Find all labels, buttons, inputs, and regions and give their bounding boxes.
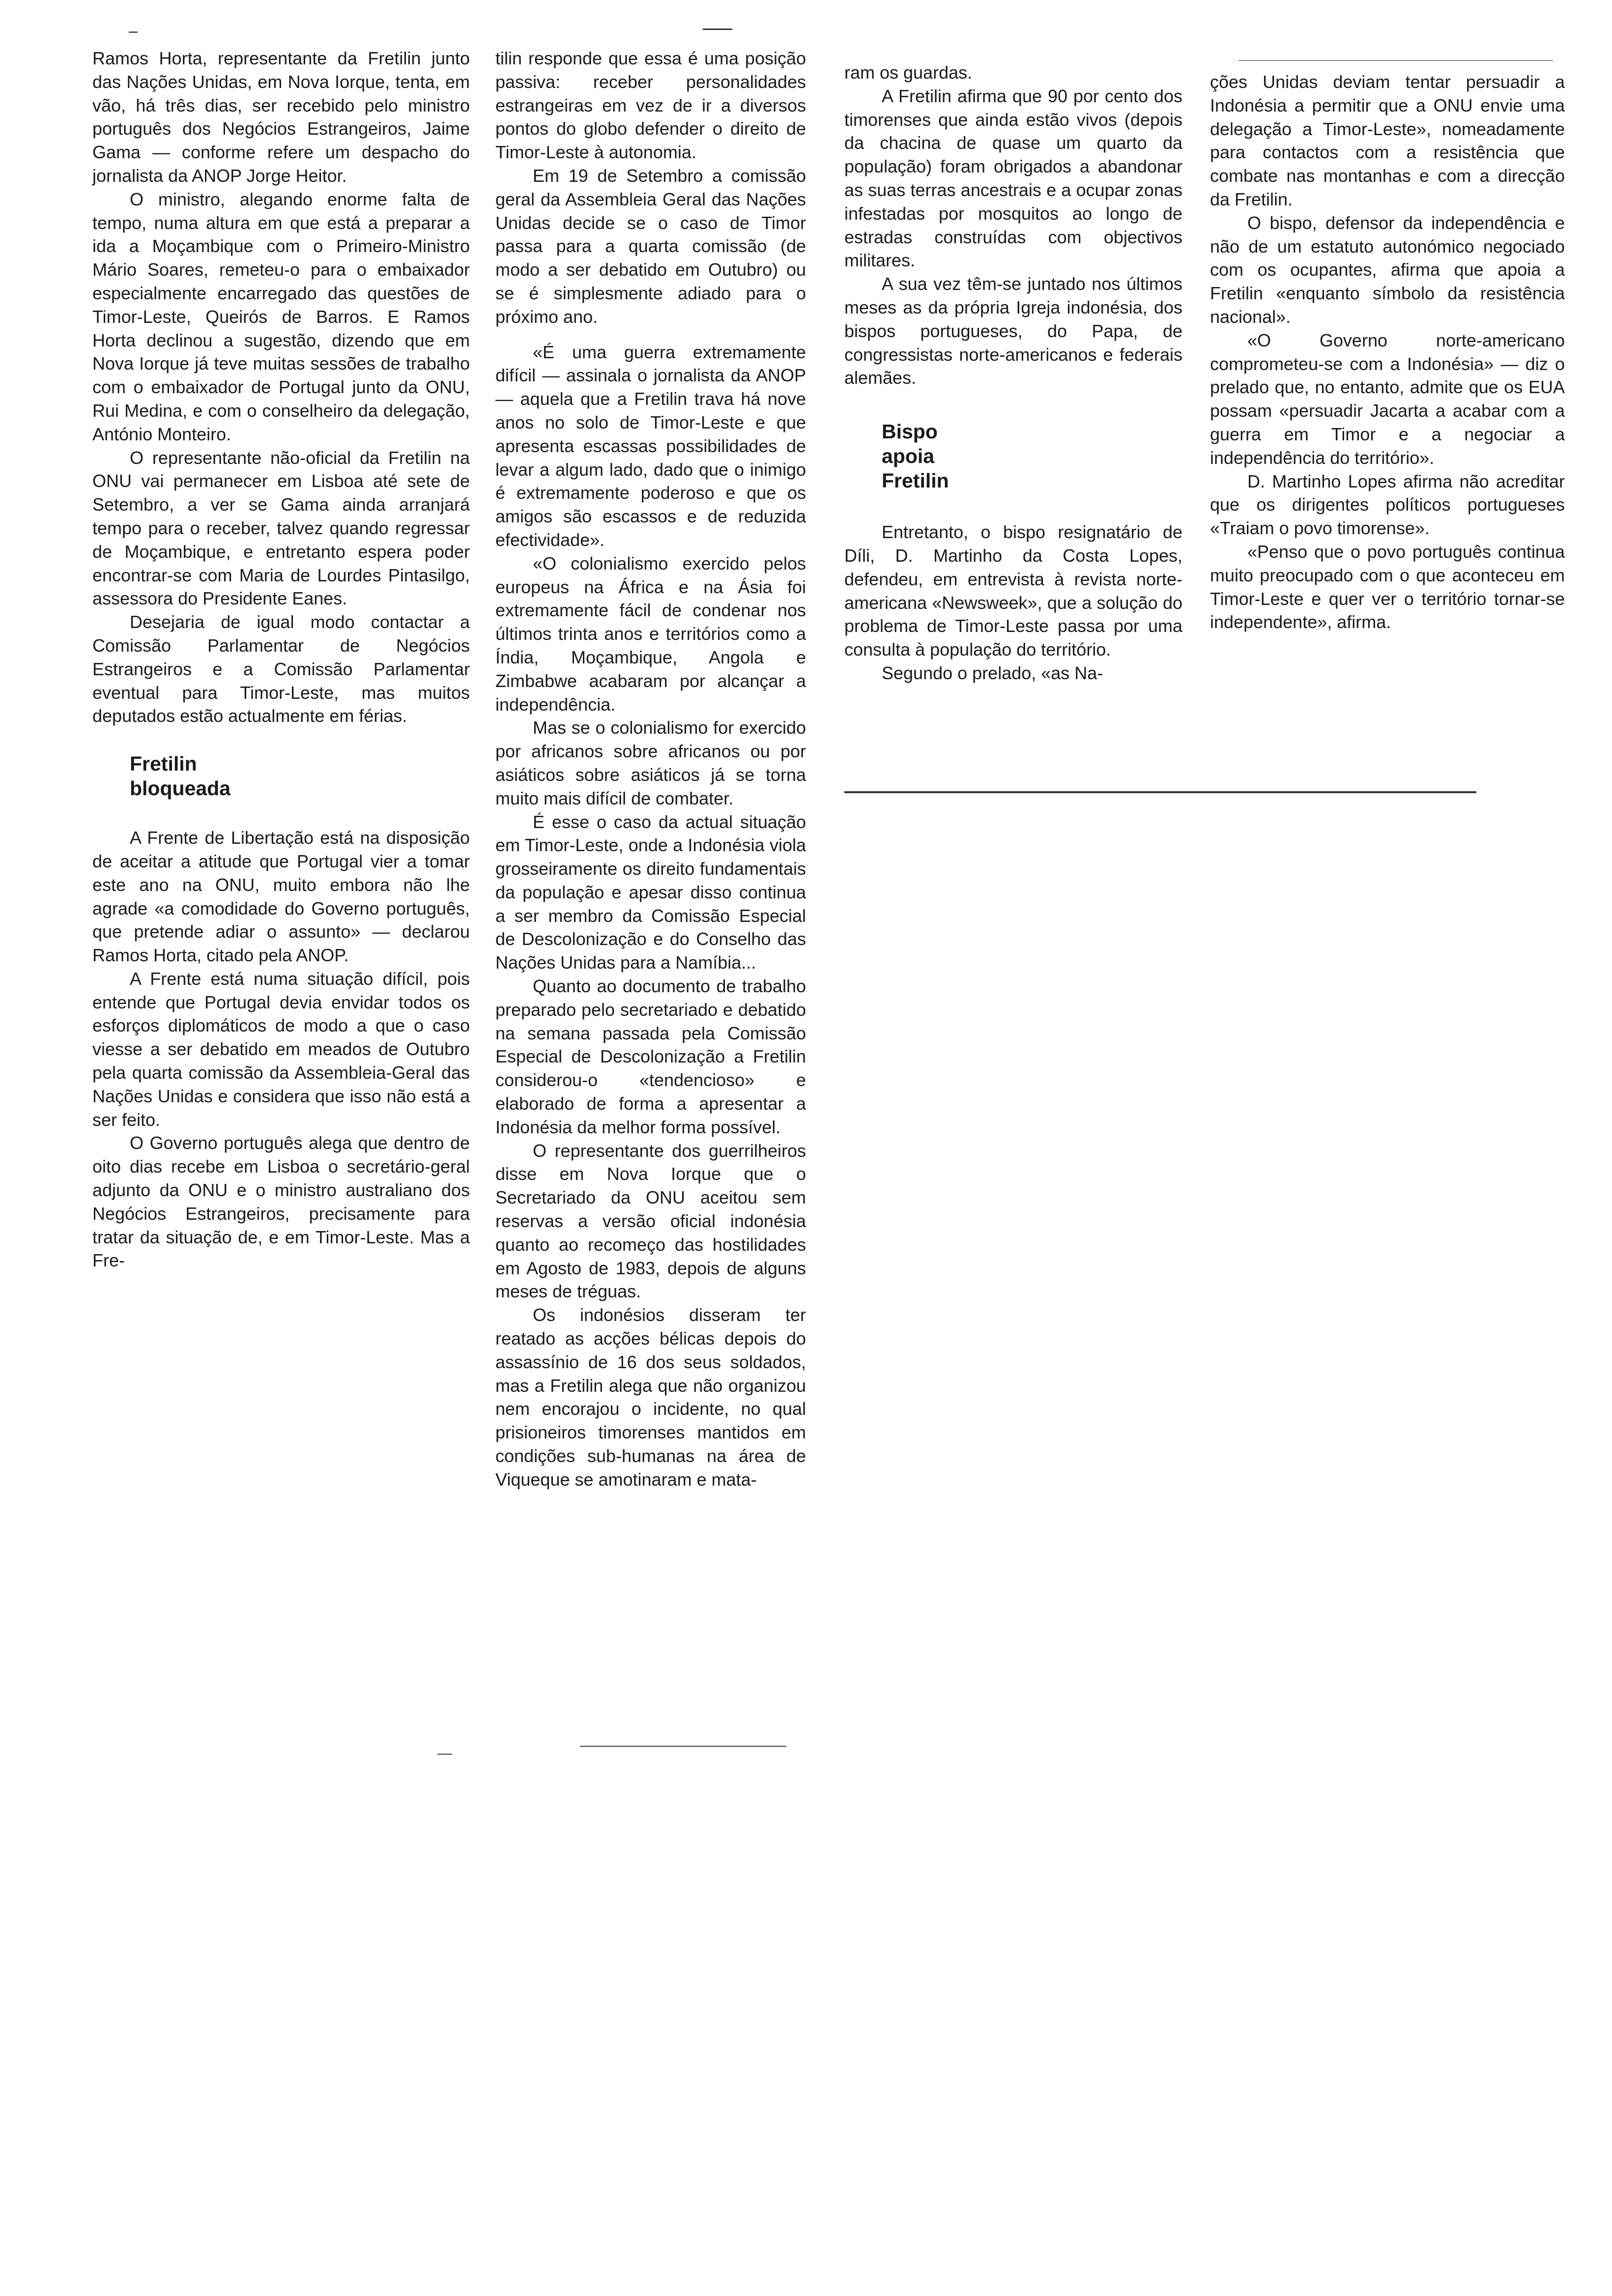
subheading-line: apoia: [882, 445, 935, 468]
paragraph: A Fretilin afirma que 90 por cento dos timorenses que ainda estão vivos (depois da chacina de quase um quarto da população) foram obrigados a abandonar as suas terras ancestrais e a ocupar zonas infestadas por mosquitos ao longo de estradas construídas com objectivos militares.: [844, 86, 1182, 271]
paragraph: «O Governo norte-americano comprometeu-se com a Indonésia» — diz o prelado que, no entanto, admite que os EUA possam «persuadir Jacarta a acabar com a guerra em Timor e a negociar a independência do território».: [1210, 330, 1565, 468]
paragraph: Segundo o prelado, «as Na-: [882, 662, 1103, 683]
article-column-1: [92, 47, 470, 1272]
paragraph: Mas se o colonialismo for exercido por africanos sobre africanos ou por asiáticos sobre asiáticos já se torna muito mais difícil de combater.: [495, 718, 806, 808]
paragraph: Entretanto, o bispo resignatário de Díli, D. Martinho da Costa Lopes, defendeu, em entrevista à revista norte-americana «Newsweek», que a solução do problema de Timor-Leste passa por uma consulta à população do território.: [844, 522, 1182, 660]
article-column-3: [844, 61, 1182, 685]
paragraph: tilin responde que essa é uma posição passiva: receber personalidades estrangeiras em vez de ir a diversos pontos do globo defender o direito de Timor-Leste à autonomia.: [495, 48, 806, 163]
paragraph: A Frente está numa situação difícil, pois entende que Portugal devia envidar todos os esforços diplomáticos de modo a que o caso viesse a ser debatido em meados de Outubro pela quarta comissão da Assembleia-Geral das Nações Unidas e considera que isso não está a ser feito.: [92, 968, 470, 1130]
print-speck: [1238, 60, 1553, 61]
paragraph: Os indonésios disseram ter reatado as acções bélicas depois do assassínio de 16 dos seus soldados, mas a Fretilin alega que não organizou nem encorajou o incidente, no qual prisioneiros timorenses mantidos em condições sub-humanas na área de Viqueque se amotinaram e mata-: [495, 1305, 806, 1490]
print-speck: [129, 31, 138, 33]
paragraph: ram os guardas.: [844, 62, 973, 83]
paragraph: «O colonialismo exercido pelos europeus na África e na Ásia foi extremamente fácil de condenar nos últimos trinta anos e territórios como a Índia, Moçambique, Angola e Zimbabwe acabaram por alcançar a independência.: [495, 553, 806, 715]
paragraph: Quanto ao documento de trabalho preparado pelo secretariado e debatido na semana passada pela Comissão Especial de Descolonização a Fretilin considerou-o «tendencioso» e elaborado de forma a apresentar a Indonésia da melhor forma possível.: [495, 976, 806, 1137]
print-speck: [437, 1753, 452, 1755]
paragraph: É esse o caso da actual situação em Timor-Leste, onde a Indonésia viola grosseiramente os direito fundamentais da população e apesar disso continua a ser membro da Comissão Especial de Descolonização e do Conselho das Nações Unidas para a Namíbia...: [495, 811, 806, 973]
paragraph: O representante não-oficial da Fretilin na ONU vai permanecer em Lisboa até sete de Setembro, a ver se Gama ainda arranjará tempo para o receber, talvez quando regressar de Moçambique, e entretanto espera poder encontrar-se com Maria de Lourdes Pintasilgo, assessora do Presidente Eanes.: [92, 447, 470, 609]
paragraph: «É uma guerra extremamente difícil — assinala o jornalista da ANOP — aquela que a Fretilin trava há nove anos no solo de Timor-Leste e que apresenta escassas possibilidades de levar a algum lado, dado que o inimigo é extremamente poderoso e que os amigos são escassos e de reduzida efectividade».: [495, 342, 806, 550]
print-speck: [580, 1746, 786, 1747]
subheading-line: Fretilin: [130, 752, 197, 775]
paragraph: ções Unidas deviam tentar persuadir a Indonésia a permitir que a ONU envie uma delegação a Timor-Leste», nomeadamente para contactos com a resistência que combate nas montanhas e com a direcção da Fretilin.: [1210, 72, 1565, 209]
paragraph: Ramos Horta, representante da Fretilin junto das Nações Unidas, em Nova Iorque, tenta, em vão, há três dias, ser recebido pelo ministro português dos Negócios Estrangeiros, Jaime Gama — conforme refere um despacho do jornalista da ANOP Jorge Heitor.: [92, 48, 470, 186]
paragraph: «Penso que o povo português continua muito preocupado com o que aconteceu em Timor-Leste e quer ver o território tornar-se independente», afirma.: [1210, 541, 1565, 632]
paragraph: O Governo português alega que dentro de oito dias recebe em Lisboa o secretário-geral adjunto da ONU e o ministro australiano dos Negócios Estrangeiros, precisamente para tratar da situação de, e em Timor-Leste. Mas a Fre-: [92, 1133, 470, 1271]
article-column-4: [1210, 70, 1565, 634]
subheading-line: Fretilin: [882, 469, 949, 492]
paragraph: Em 19 de Setembro a comissão geral da Assembleia Geral das Nações Unidas decide se o caso de Timor passa para a quarta comissão (de modo a ser debatido em Outubro) ou se é simplesmente adiado para o próximo ano.: [495, 165, 806, 327]
paragraph: O ministro, alegando enorme falta de tempo, numa altura em que está a preparar a ida a Moçambique com o Primeiro-Ministro Mário Soares, remeteu-o para o embaixador especialmente encarregado das questões de Timor-Leste, Queirós de Barros. E Ramos Horta declinou a sugestão, dizendo que em Nova Iorque já teve muitas sessões de trabalho com o embaixador de Portugal junto da ONU, Rui Medina, e com o conselheiro da delegação, António Monteiro.: [92, 189, 470, 444]
subheading-line: Bispo: [882, 420, 938, 443]
paragraph: Desejaria de igual modo contactar a Comissão Parlamentar de Negócios Estrangeiros e a Comissão Parlamentar eventual para Timor-Leste, mas muitos deputados estão actualmente em férias.: [92, 612, 470, 726]
subheading-line: bloqueada: [130, 777, 231, 800]
article-column-2: [495, 47, 806, 1492]
paragraph: A Frente de Libertação está na disposição de aceitar a atitude que Portugal vier a tomar este ano na ONU, muito embora não lhe agrade «a comodidade do Governo português, que pretende adiar o assunto» — declarou Ramos Horta, citado pela ANOP.: [92, 828, 470, 966]
top-rule-mark: [703, 29, 732, 30]
column-end-rule: [844, 791, 1476, 793]
paragraph: A sua vez têm-se juntado nos últimos meses as da própria Igreja indonésia, dos bispos portugueses, do Papa, de congressistas norte-americanos e federais alemães.: [844, 274, 1182, 388]
paragraph: D. Martinho Lopes afirma não acreditar que os dirigentes políticos portugueses «Traiam o povo timorense».: [1210, 471, 1565, 539]
paragraph: O bispo, defensor da independência e não de um estatuto autonómico negociado com os ocupantes, afirma que apoia a Fretilin «enquanto símbolo da resistência nacional».: [1210, 212, 1565, 327]
paragraph: O representante dos guerrilheiros disse em Nova Iorque que o Secretariado da ONU aceitou sem reservas a versão oficial indonésia quanto ao recomeço das hostilidades em Agosto de 1983, depois de alguns meses de tréguas.: [495, 1140, 806, 1302]
